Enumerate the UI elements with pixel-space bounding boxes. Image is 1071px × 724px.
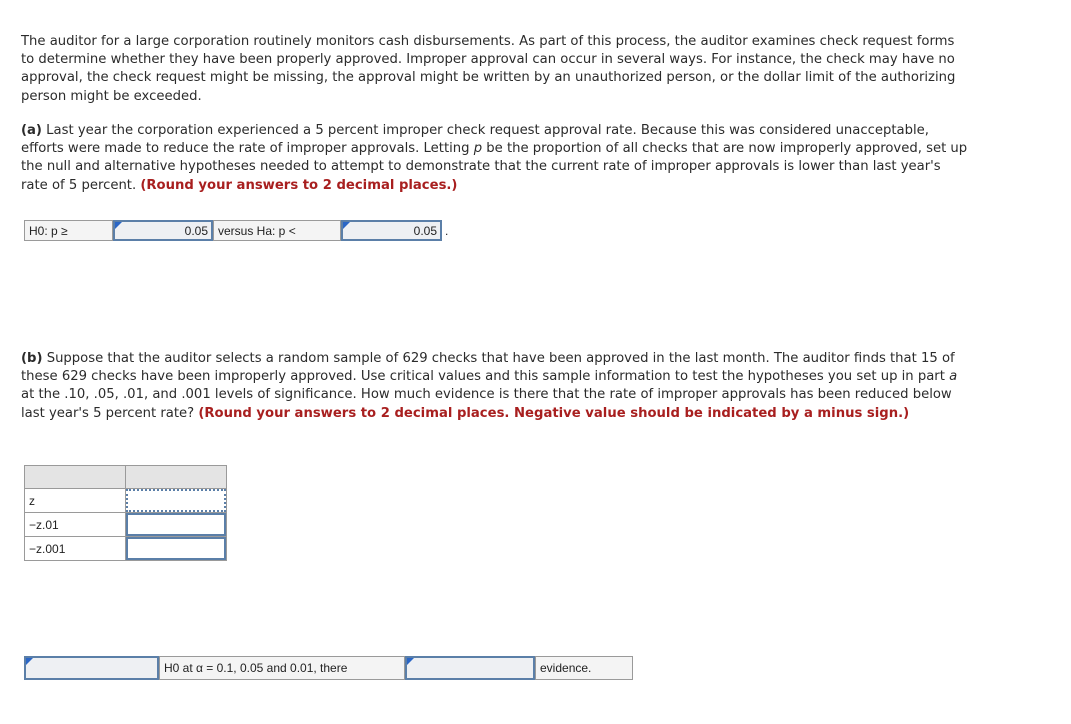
z01-label: −z.01 [25,513,126,537]
z-table-header-cell [126,466,227,489]
versus-label: versus Ha: p < [213,220,341,241]
z-input[interactable] [126,489,226,512]
evidence-level-select[interactable] [405,656,535,680]
part-a-paragraph [21,122,971,195]
z001-input[interactable] [126,537,226,560]
flag-icon [115,222,122,229]
part-b-variable-a: a [949,369,958,385]
z-table-header-cell [25,466,126,489]
flag-icon [26,658,33,665]
flag-icon [343,222,350,229]
z-value-table [24,465,227,561]
part-b-paragraph [21,350,971,423]
h0-label: H0: p ≥ [24,220,113,241]
part-b-label: (b) [21,351,43,366]
part-b-instruction: (Round your answers to 2 decimal places. Negative value should be indicated by a minus sign.) [198,405,910,421]
hypothesis-row [24,220,448,241]
part-a-text-1: Last year the corporation experienced a 5 percent improper check request approval rate. Because this was considered unacceptable, efforts were made to reduce the rate of improper approvals. Letting [21,123,929,157]
table-row [25,537,227,561]
decision-select[interactable] [24,656,159,680]
ha-value-input[interactable] [341,220,442,241]
z-table-header [25,466,227,489]
z-label: z [25,489,126,513]
ha-value: 0.05 [413,223,437,238]
conclusion-row [24,656,633,680]
evidence-label: evidence. [535,656,633,680]
table-row [25,489,227,513]
conclusion-text: H0 at α = 0.1, 0.05 and 0.01, there [159,656,405,680]
flag-icon [407,658,414,665]
h0-value-input[interactable] [113,220,213,241]
part-a-instruction: (Round your answers to 2 decimal places.) [140,177,458,193]
table-row [25,513,227,537]
part-a-text-2: be the proportion of all checks that are now improperly approved, set up the null and alternative hypotheses needed to attempt to demonstrate that the current rate of improper approvals is lower than last year's rate of 5 percent. [21,141,968,193]
h0-value: 0.05 [184,223,208,238]
part-a-variable-p: p [473,141,483,157]
hypothesis-end: . [445,223,449,238]
part-b-text-1: Suppose that the auditor selects a random sample of 629 checks that have been approved in the last month. The auditor finds that 15 of these 629 checks have been improperly approved. Use critical values and this sample information to test the hypotheses you set up in part [21,351,955,385]
z01-input[interactable] [126,513,226,536]
intro-paragraph: The auditor for a large corporation routinely monitors cash disbursements. As part of this process, the auditor examines check request forms to determine whether they have been properly approved. Improper approval can occur in several ways. For instance, the check may have no approval, the check request might be missing, the approval might be written by an unauthorized person, or the dollar limit of the authorizing person might be exceeded. [21,34,956,104]
part-b-text-2: at the .10, .05, .01, and .001 levels of significance. How much evidence is there that the rate of improper approvals has been reduced below last year's 5 percent rate? [21,387,952,421]
z001-label: −z.001 [25,537,126,561]
part-a-label: (a) [21,123,42,138]
